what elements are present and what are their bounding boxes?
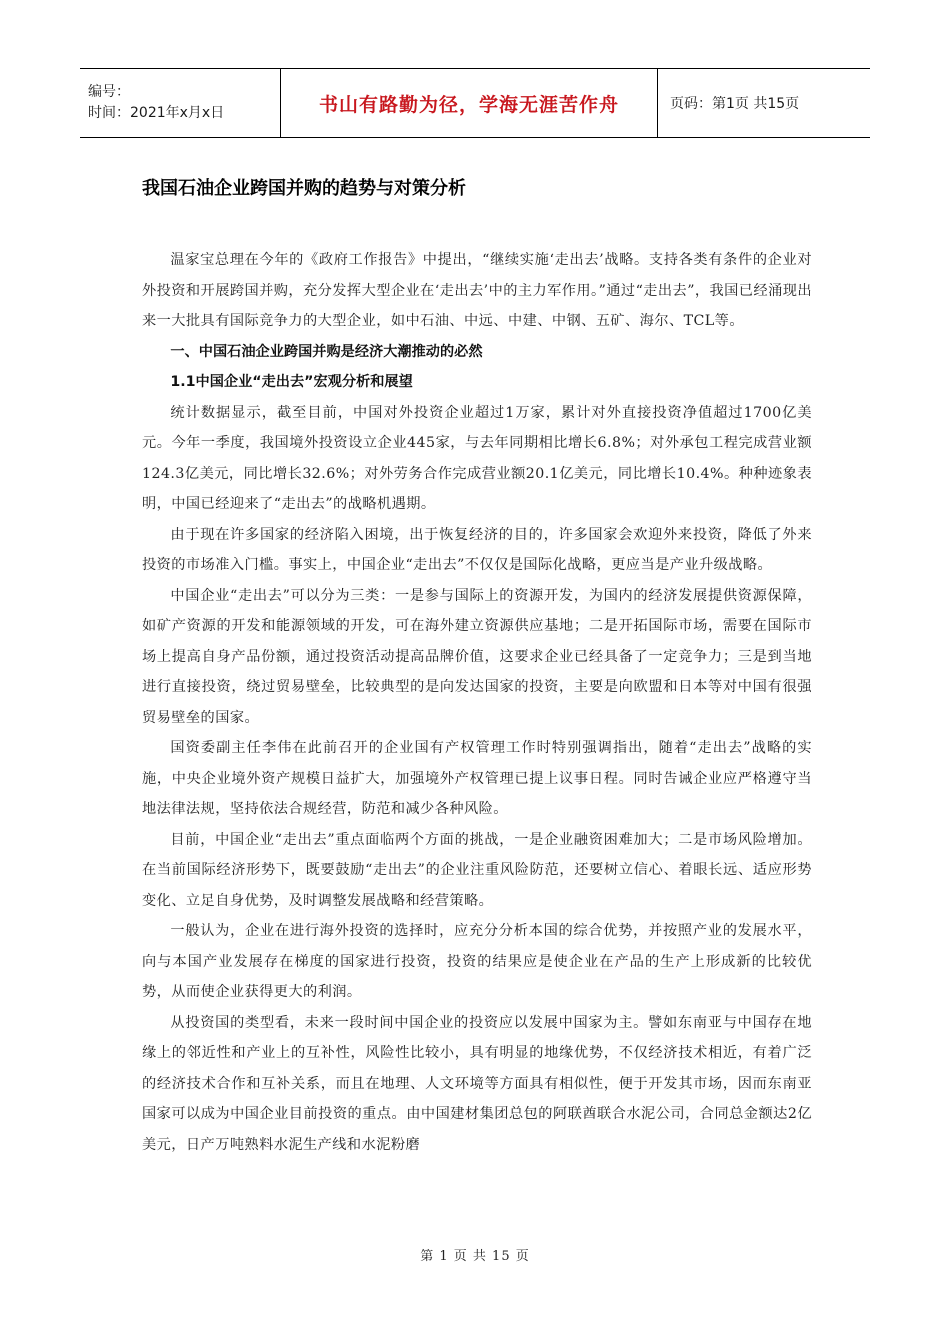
body-paragraph: 温家宝总理在今年的《政府工作报告》中提出，“继续实施‘走出去’战略。支持各类有条件的企业对外投资和开展跨国并购，充分发挥大型企业在‘走出去’中的主力军作用。”通过“走出去”，我国已经涌现出来一大批具有国际竞争力的大型企业，如中石油、中远、中建、中钢、五矿、海尔、TCL等。 [142, 252, 812, 329]
header-motto [281, 69, 658, 137]
motto-text: 书山有路勤为径，学海无涯苦作舟 [318, 93, 619, 116]
document-body [142, 245, 812, 1160]
body-paragraph: 从投资国的类型看，未来一段时间中国企业的投资应以发展中国家为主。譬如东南亚与中国存在地缘上的邻近性和产业上的互补性，风险性比较小，具有明显的地缘优势，不仅经济技术相近，有着广泛的经济技术合作和互补关系，而且在地理、人文环境等方面具有相似性，便于开发其市场，因而东南亚国家可以成为中国企业目前投资的重点。由中国建材集团总包的阿联酋联合水泥公司，合同总金额达2亿美元，日产万吨熟料水泥生产线和水泥粉磨 [142, 1014, 812, 1153]
document-header [80, 68, 870, 138]
section-heading: 1.1中国企业“走出去”宏观分析和展望 [170, 374, 413, 390]
section-heading: 一、中国石油企业跨国并购是经济大潮推动的必然 [170, 343, 483, 360]
body-paragraph: 国资委副主任李伟在此前召开的企业国有产权管理工作时特别强调指出，随着“走出去”战略的实施，中央企业境外资产规模日益扩大，加强境外产权管理已提上议事日程。同时告诫企业应严格遵守当地法律法规，坚持依法合规经营，防范和减少各种风险。 [142, 740, 812, 817]
page-info-text: 页码：第1页 共15页 [670, 96, 800, 112]
document-title: 我国石油企业跨国并购的趋势与对策分析 [142, 178, 466, 199]
number-label: 编号： [88, 84, 130, 100]
body-paragraph: 目前，中国企业“走出去”重点面临两个方面的挑战，一是企业融资困难加大；二是市场风险增加。在当前国际经济形势下，既要鼓励“走出去”的企业注重风险防范，还要树立信心、着眼长远、适应形势变化、立足自身优势，及时调整发展战略和经营策略。 [142, 831, 812, 909]
header-page-info [658, 69, 870, 137]
header-meta [80, 69, 281, 137]
time-label: 时间：2021年x月x日 [88, 105, 225, 121]
body-paragraph: 一般认为，企业在进行海外投资的选择时，应充分分析本国的综合优势，并按照产业的发展水平，向与本国产业发展存在梯度的国家进行投资，投资的结果应是使企业在产品的生产上形成新的比较优势，从而使企业获得更大的利润。 [142, 923, 812, 1000]
body-paragraph: 统计数据显示，截至目前，中国对外投资企业超过1万家，累计对外直接投资净值超过1700亿美元。今年一季度，我国境外投资设立企业445家，与去年同期相比增长6.8%；对外承包工程完成营业额124.3亿美元，同比增长32.6%；对外劳务合作完成营业额20.1亿美元，同比增长10.4%。种种迹象表明，中国已经迎来了“走出去”的战略机遇期。 [142, 404, 812, 512]
body-paragraph: 中国企业“走出去”可以分为三类：一是参与国际上的资源开发，为国内的经济发展提供资源保障，如矿产资源的开发和能源领域的开发，可在海外建立资源供应基地；二是开拓国际市场，需要在国际市场上提高自身产品份额，通过投资活动提高品牌价值，这要求企业已经具备了一定竞争力；三是到当地进行直接投资，绕过贸易壁垒，比较典型的是向发达国家的投资，主要是向欧盟和日本等对中国有很强贸易壁垒的国家。 [142, 587, 812, 726]
body-paragraph: 由于现在许多国家的经济陷入困境，出于恢复经济的目的，许多国家会欢迎外来投资，降低了外来投资的市场准入门槛。事实上，中国企业“走出去”不仅仅是国际化战略，更应当是产业升级战略。 [142, 526, 812, 573]
page-footer: 第 1 页 共 15 页 [420, 1249, 530, 1264]
